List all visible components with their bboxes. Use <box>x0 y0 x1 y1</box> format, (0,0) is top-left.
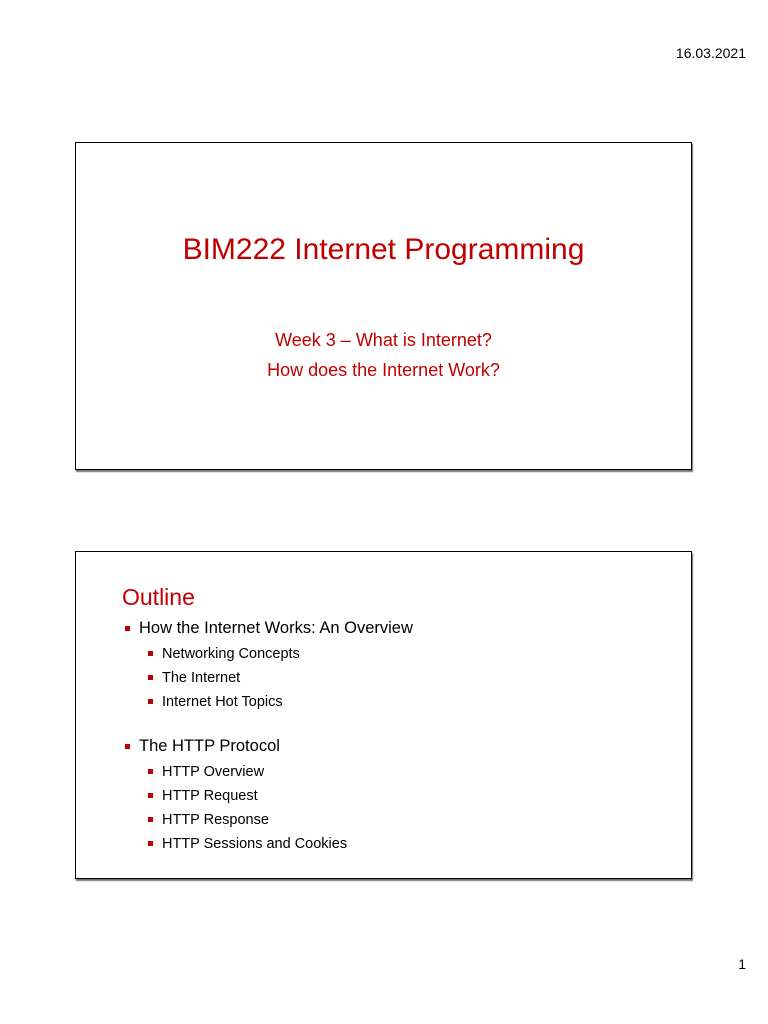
outline-section <box>122 736 671 762</box>
square-bullet-icon <box>148 675 153 680</box>
outline-item <box>122 810 671 834</box>
outline-item-label: Networking Concepts <box>162 646 300 662</box>
square-bullet-icon <box>148 699 153 704</box>
outline-item <box>122 834 671 858</box>
square-bullet-icon <box>125 626 130 631</box>
outline-item-label: Internet Hot Topics <box>162 694 283 710</box>
outline-item-label: HTTP Overview <box>162 764 265 780</box>
square-bullet-icon <box>125 744 130 749</box>
outline-title: Outline <box>122 584 195 610</box>
outline-item <box>122 692 671 716</box>
square-bullet-icon <box>148 769 153 774</box>
outline-section-label: How the Internet Works: An Overview <box>139 619 413 637</box>
subtitle-line-2: How does the Internet Work? <box>267 360 500 380</box>
slide-title: BIM222 Internet Programming <box>182 233 585 266</box>
outline-item-label: HTTP Response <box>162 812 269 828</box>
outline-item-label: HTTP Request <box>162 788 258 804</box>
outline-section-label: The HTTP Protocol <box>139 737 280 755</box>
page-date: 16.03.2021 <box>675 45 746 61</box>
outline-list <box>122 618 671 858</box>
page-number: 1 <box>738 956 746 972</box>
outline-item <box>122 668 671 692</box>
outline-item-label: The Internet <box>162 670 241 686</box>
outline-spacer <box>122 716 671 736</box>
square-bullet-icon <box>148 841 153 846</box>
outline-item <box>122 644 671 668</box>
square-bullet-icon <box>148 793 153 798</box>
slide-subtitle <box>76 325 691 385</box>
outline-section <box>122 618 671 644</box>
outline-item-label: HTTP Sessions and Cookies <box>162 836 348 852</box>
square-bullet-icon <box>148 651 153 656</box>
square-bullet-icon <box>148 817 153 822</box>
outline-item <box>122 786 671 810</box>
outline-item <box>122 762 671 786</box>
outline-slide <box>75 551 692 879</box>
subtitle-line-1: Week 3 – What is Internet? <box>275 330 492 350</box>
title-slide <box>75 142 692 470</box>
